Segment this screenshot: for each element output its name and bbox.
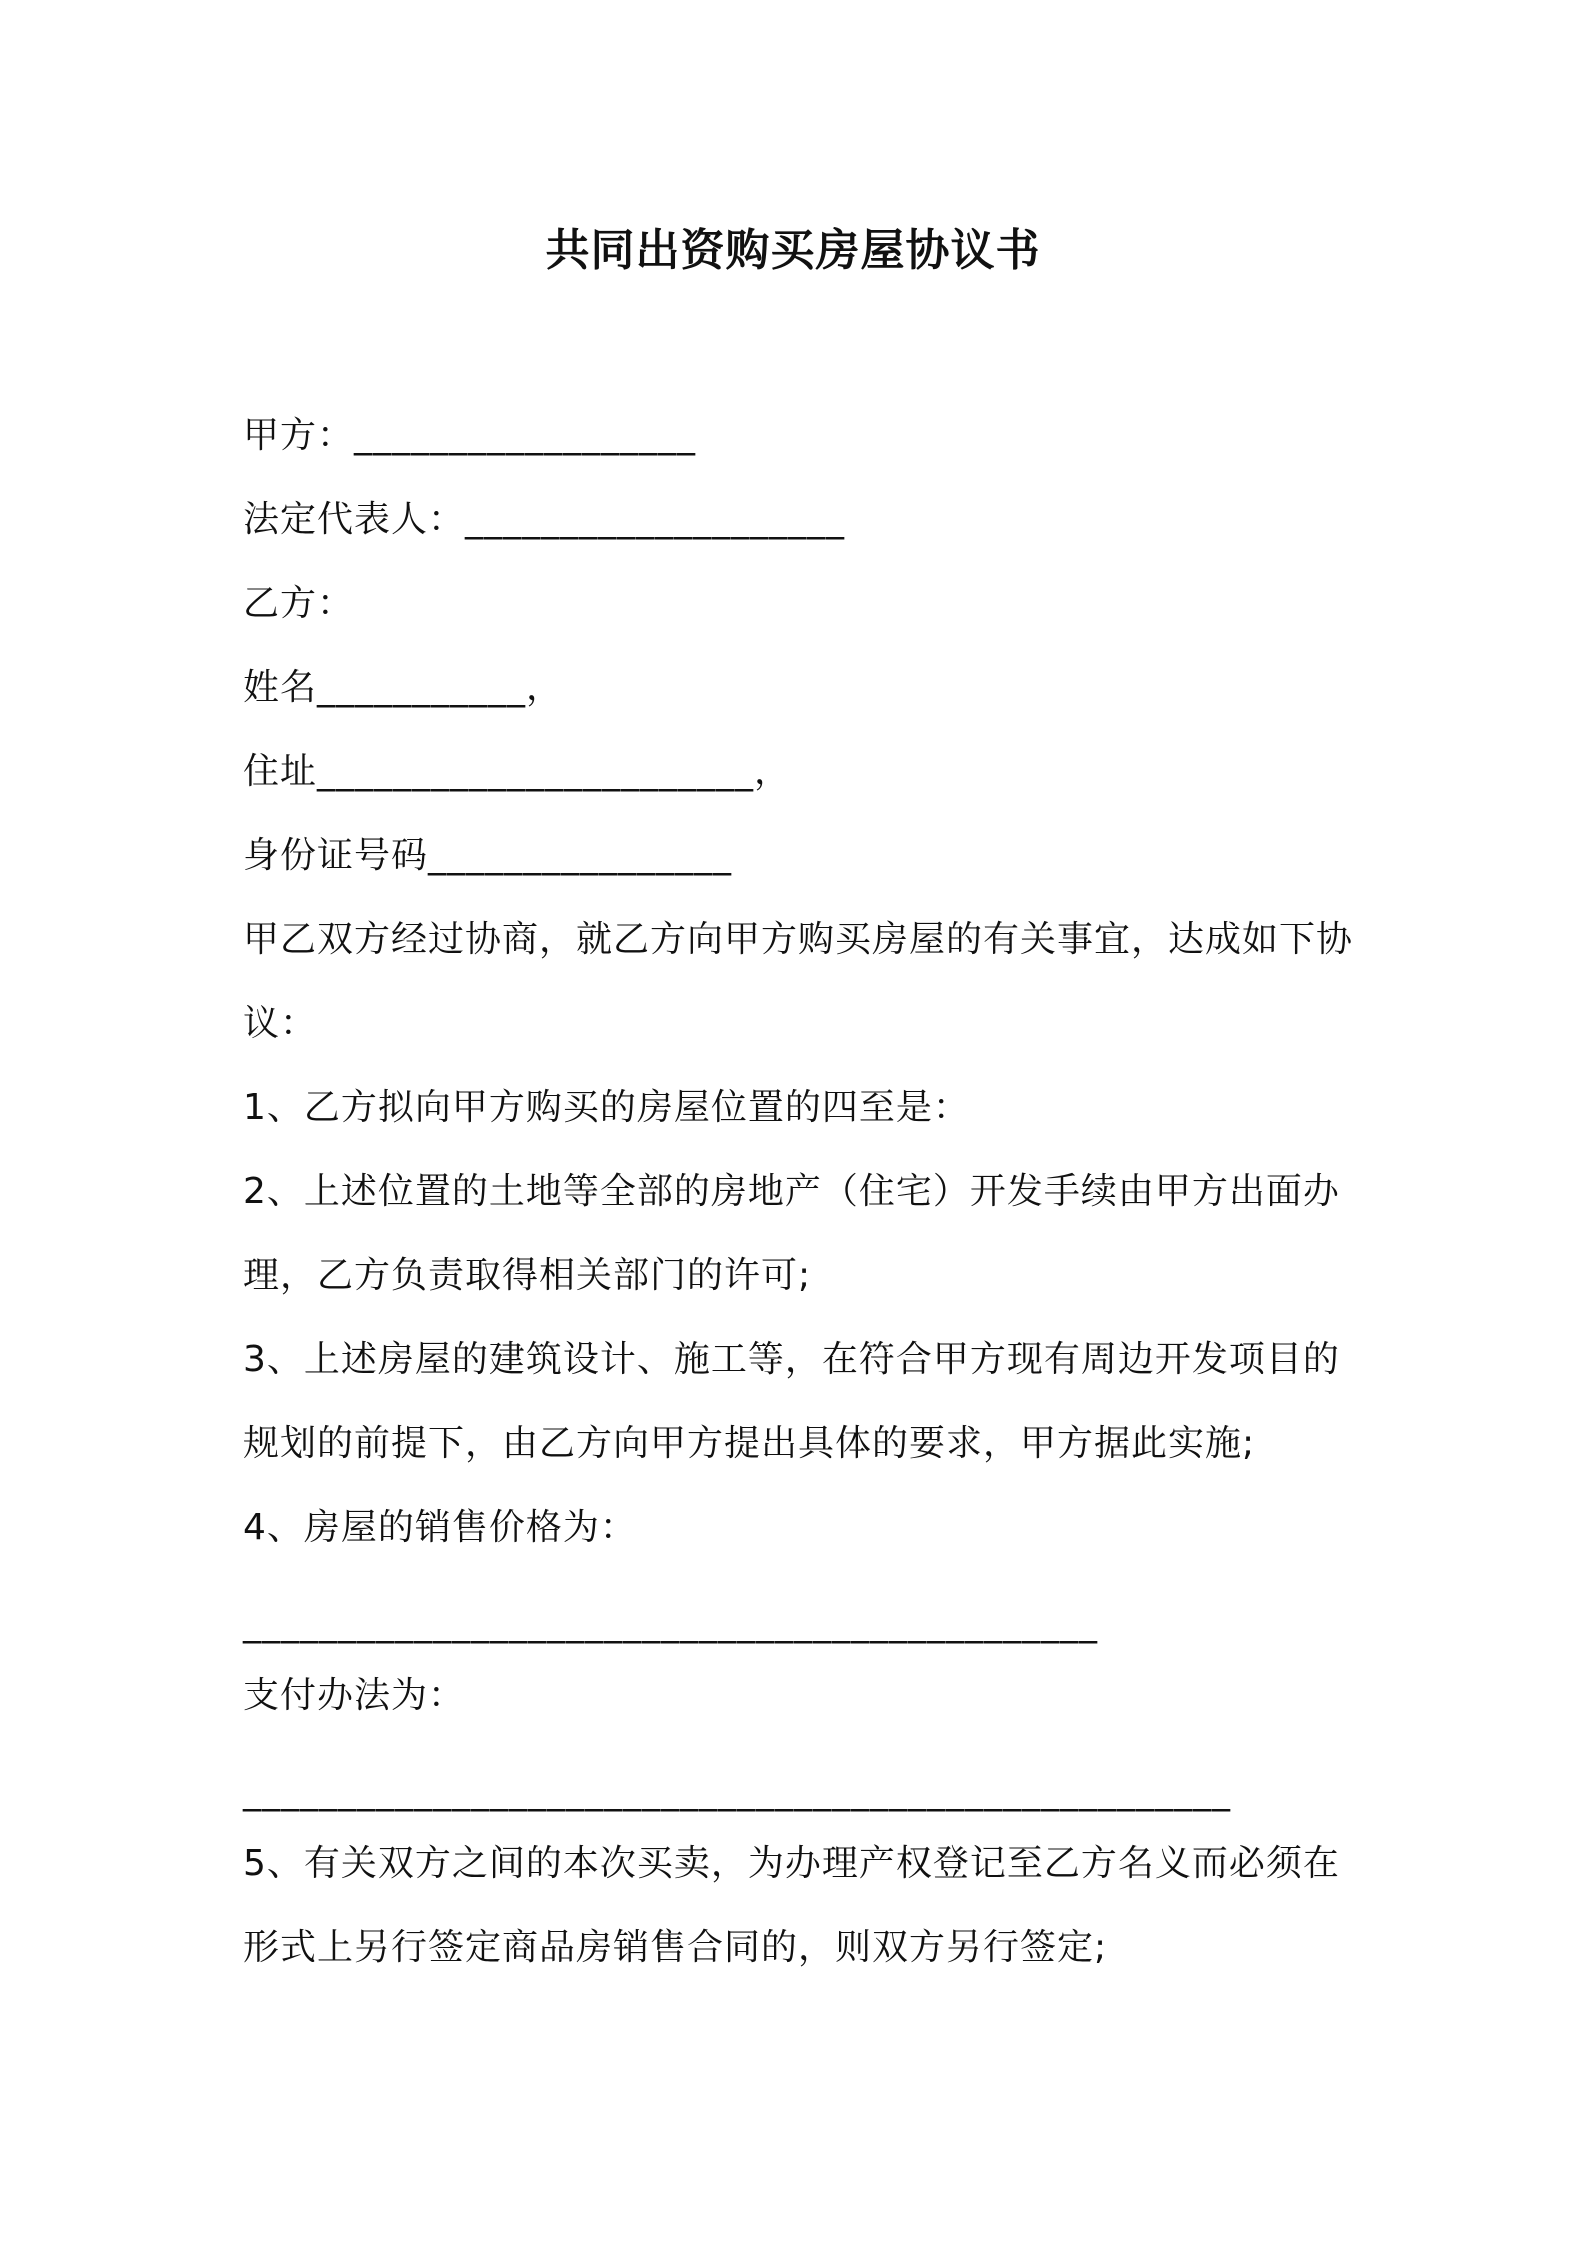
payment-blank-line: ____________________________________________________: [243, 1771, 1231, 1812]
clause-3-line-2: 规划的前提下，由乙方向甲方提出具体的要求，甲方据此实施;: [243, 1423, 1256, 1464]
clause-2-line-2: 理，乙方负责取得相关部门的许可;: [243, 1255, 812, 1296]
payment-method-line: 支付办法为：: [243, 1675, 466, 1716]
agreement-intro-line-2: 议：: [243, 1003, 318, 1044]
clause-4-line: 4、房屋的销售价格为：: [243, 1507, 637, 1548]
address-line: 住址_______________________，: [243, 751, 792, 792]
clause-5-line-1: 5、有关双方之间的本次买卖，为办理产权登记至乙方名义而必须在: [243, 1843, 1340, 1884]
price-blank-line: _____________________________________________: [243, 1603, 1098, 1644]
id-number-line: 身份证号码________________: [243, 835, 733, 876]
agreement-intro-line-1: 甲乙双方经过协商，就乙方向甲方购买房屋的有关事宜，达成如下协: [243, 919, 1354, 960]
clause-5-line-2: 形式上另行签定商品房销售合同的，则双方另行签定;: [243, 1927, 1108, 1968]
name-line: 姓名___________，: [243, 667, 564, 708]
document-title: 共同出资购买房屋协议书: [545, 225, 1041, 276]
party-a-line: 甲方：__________________: [243, 415, 697, 456]
clause-1-line: 1、乙方拟向甲方购买的房屋位置的四至是：: [243, 1087, 970, 1128]
legal-representative-line: 法定代表人：____________________: [243, 499, 846, 540]
clause-2-line-1: 2、上述位置的土地等全部的房地产（住宅）开发手续由甲方出面办: [243, 1171, 1340, 1212]
clause-3-line-1: 3、上述房屋的建筑设计、施工等，在符合甲方现有周边开发项目的: [243, 1339, 1340, 1380]
party-b-line: 乙方：: [243, 583, 355, 624]
